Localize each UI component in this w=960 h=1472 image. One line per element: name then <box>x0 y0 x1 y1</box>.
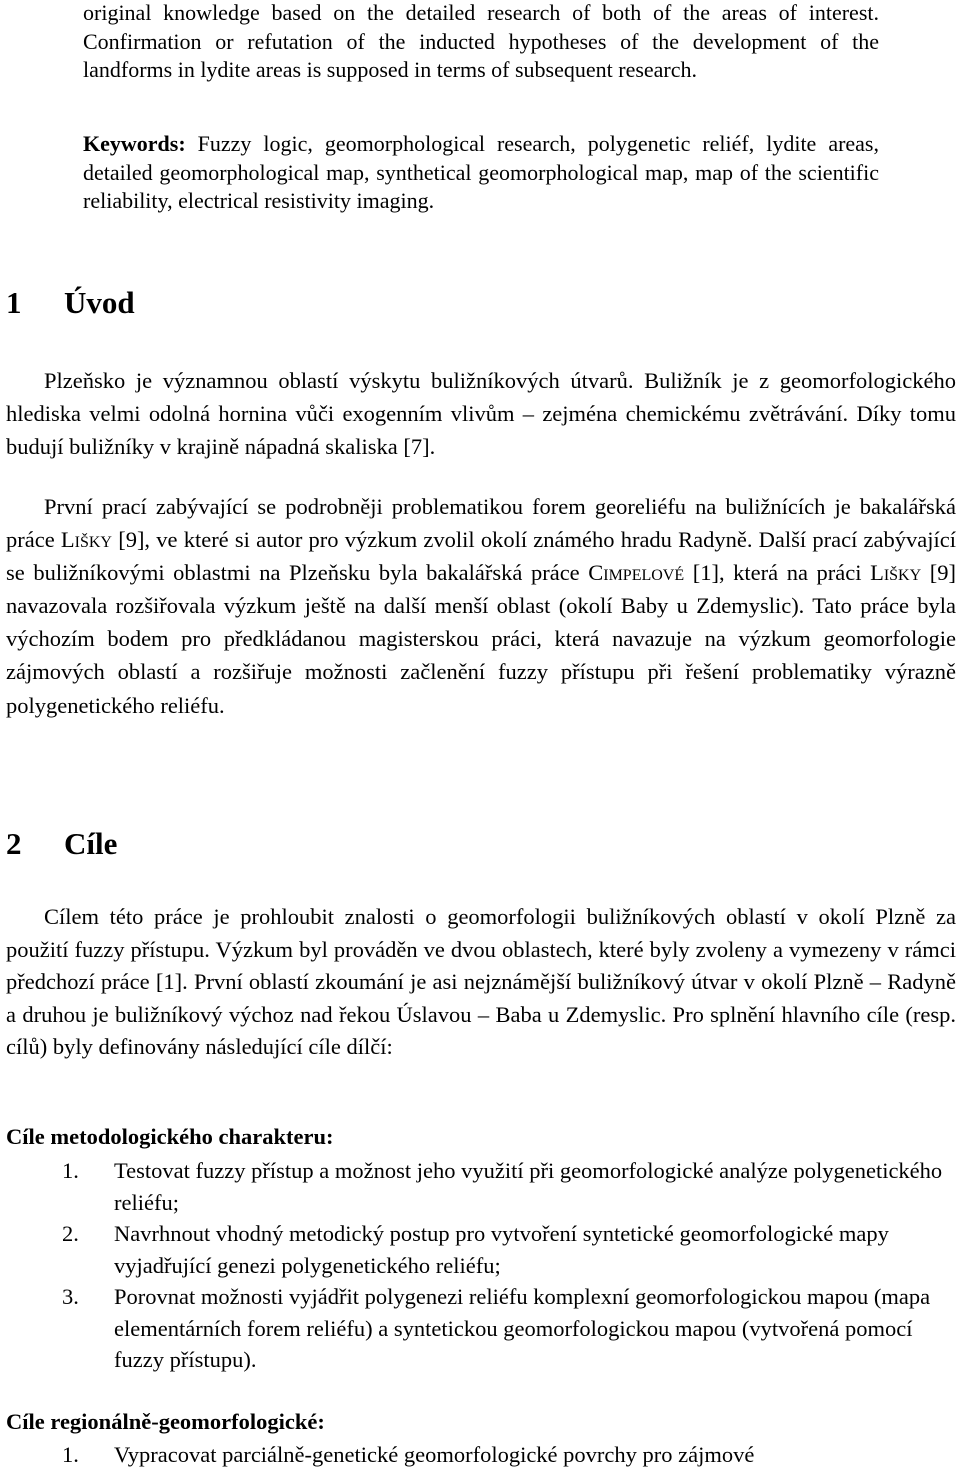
list-item-number: 1. <box>62 1158 79 1183</box>
regional-goals-list <box>6 1439 956 1471</box>
abstract-conclusion: original knowledge based on the detailed research of both of the areas of interest. Confirmation or refutation of the inducted hypotheses of the development of the landforms in lydite areas is supposed in terms of subsequent research. <box>83 0 879 82</box>
methodological-goals-list <box>6 1155 956 1376</box>
section-1-title: Úvod <box>64 285 135 320</box>
regional-goals-heading: Cíle regionálně-geomorfologické: <box>6 1409 325 1434</box>
goals-paragraph: Cílem této práce je prohloubit znalosti o geomorfologii buližníkových oblastí v okolí Plzně za použití fuzzy přístupu. Výzkum byl prováděn ve dvou oblastech, které byly zvoleny a vymezeny v rámci předchozí práce [1]. První oblastí zkoumání je asi nejznámější buližníkový útvar v okolí Plzně – Radyně a druhou je buližníkový výchoz nad řekou Úslavou – Baba u Zdemyslic. Pro splnění hlavního cíle (resp. cílů) byly definovány následující cíle dílčí: <box>6 904 956 1059</box>
section-2-number: 2 <box>6 826 22 861</box>
intro-p2-text-1: První prací zabývající se podrobněji problematikou forem georeliéfu na buližnících je bakalářská práce <box>6 494 956 553</box>
list-item-number: 2. <box>62 1221 79 1246</box>
list-item-text: Vypracovat parciálně-genetické geomorfologické povrchy pro zájmové <box>114 1442 755 1467</box>
list-item-number: 1. <box>62 1442 79 1467</box>
author-citation-liska: Lišky <box>60 527 112 553</box>
intro-p2-text-2: [9], ve které si autor pro výzkum zvolil okolí známého hradu Radyně. Další prací zabývající se buližníkovými oblastmi na Plzeňsku byla bakalářská práce <box>6 527 956 586</box>
list-item <box>6 1281 956 1376</box>
section-2-title: Cíle <box>64 826 118 861</box>
list-item-text: Navrhnout vhodný metodický postup pro vytvoření syntetické geomorfologické mapy vyjadřující genezi polygenetického reliéfu; <box>114 1221 889 1278</box>
author-citation-liska-2: Lišky <box>870 560 922 586</box>
list-item-text: Testovat fuzzy přístup a možnost jeho využití při geomorfologické analýze polygenetického reliéfu; <box>114 1158 943 1215</box>
list-item-number: 3. <box>62 1284 79 1309</box>
intro-paragraph-1: Plzeňsko je významnou oblastí výskytu buližníkových útvarů. Buližník je z geomorfologického hlediska velmi odolná hornina vůči exogenním vlivům – zejména chemickému zvětrávání. Díky tomu budují buližníky v krajině nápadná skaliska [7]. <box>6 368 956 459</box>
list-item <box>6 1155 956 1218</box>
section-2-heading <box>6 826 117 862</box>
list-item <box>6 1218 956 1281</box>
intro-p2-text-3: [1], která na práci <box>684 560 871 586</box>
keywords-text: Fuzzy logic, geomorphological research, polygenetic reliéf, lydite areas, detailed geomorphological map, synthetical geomorphological map, map of the scientific reliability, electrical resistivity imaging. <box>83 131 879 213</box>
section-1-number: 1 <box>6 285 22 320</box>
methodological-goals-heading: Cíle metodologického charakteru: <box>6 1124 334 1149</box>
intro-paragraph-2 <box>6 490 956 722</box>
list-item <box>6 1439 956 1471</box>
intro-p2-text-4: [9] navazovala rozšiřovala výzkum ještě na další menší oblast (okolí Baby u Zdemyslic). Tato práce byla výchozím bodem pro předkládanou magisterskou práci, která navazuje na výzkum geomorfologie zájmových oblastí a rozšiřuje možnosti začlenění fuzzy přístupu při řešení problematiky výrazně polygenetického reliéfu. <box>6 560 956 718</box>
keywords-paragraph <box>83 130 879 216</box>
keywords-label: Keywords: <box>83 131 186 156</box>
section-1-heading <box>6 285 135 321</box>
list-item-text: Porovnat možnosti vyjádřit polygenezi reliéfu komplexní geomorfologickou mapou (mapa elementárních forem reliéfu) a syntetickou geomorfologickou mapou (vytvořená pomocí fuzzy přístupu). <box>114 1284 931 1372</box>
author-citation-cimpelova: Cimpelové <box>588 560 685 586</box>
